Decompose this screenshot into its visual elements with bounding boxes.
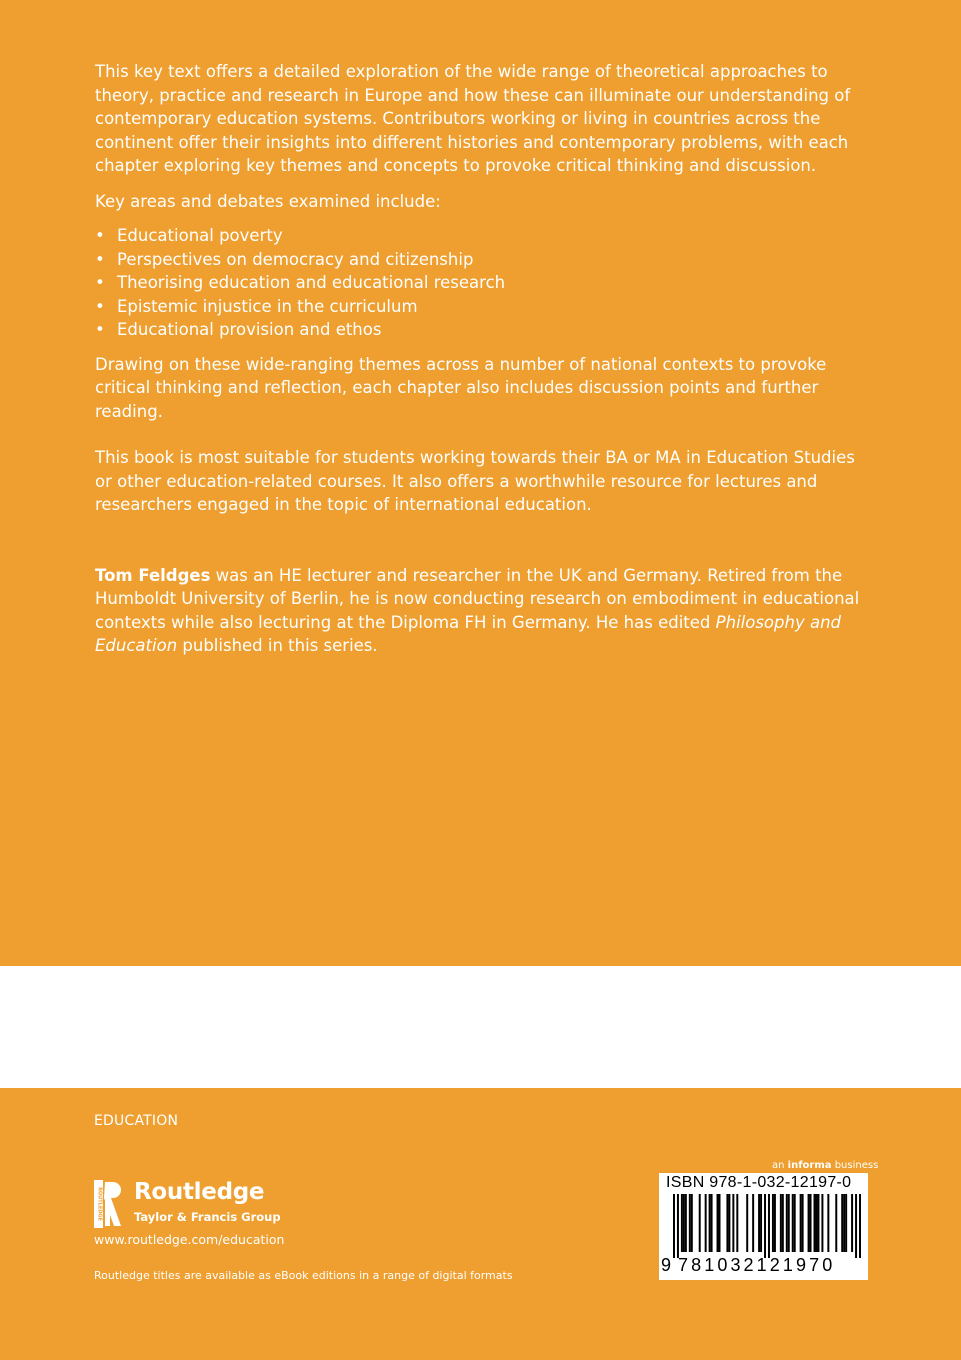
author-name: Tom Feldges (95, 565, 211, 585)
barcode-bar (843, 1194, 845, 1252)
barcode-bar (800, 1194, 802, 1252)
barcode-bar (760, 1194, 762, 1252)
barcode-bar (673, 1194, 675, 1258)
barcode-bar (683, 1194, 685, 1252)
list-item: • Epistemic injustice in the curriculum (95, 295, 875, 319)
barcode-bar (752, 1194, 754, 1252)
intro-paragraph: This key text offers a detailed exploration of the wide range of theoretical approaches to theory, practice and research in Europe and how these can illuminate our understanding of contemporary education systems. Contributors working or living in countries across the continent offer their insights into different histories and contemporary problems, with each chapter exploring key themes and concepts to provoke critical thinking and discussion. (95, 62, 851, 175)
barcode-bar (732, 1194, 734, 1252)
white-band (0, 966, 961, 1088)
barcode-bar (691, 1194, 693, 1252)
subject-category: EDUCATION (94, 1113, 179, 1129)
barcode-bar (810, 1194, 812, 1252)
publisher-logo (94, 1180, 294, 1230)
informa-brand: informa (787, 1160, 832, 1171)
barcode-bar (821, 1194, 823, 1252)
list-item: • Educational provision and ethos (95, 318, 875, 342)
barcode-bar (717, 1194, 719, 1252)
barcode-bar (758, 1194, 760, 1252)
barcode-bar (719, 1194, 721, 1252)
informa-suffix: business (831, 1160, 879, 1171)
barcode-bar (794, 1194, 796, 1252)
barcode-bar (802, 1194, 804, 1252)
audience-paragraph: This book is most suitable for students working towards their BA or MA in Education Studies or other education-related courses. It also offers a worthwhile resource for lectures and researchers engaged in the topic of international education. (95, 448, 855, 514)
barcode-bar (736, 1194, 738, 1252)
barcode-bar (689, 1194, 691, 1252)
publisher-website-link[interactable]: www.routledge.com/education (94, 1232, 285, 1247)
barcode-bar (808, 1194, 810, 1252)
informa-business-line (772, 1160, 878, 1171)
author-bio-text-end: published in this series. (177, 636, 378, 655)
barcode-bar (788, 1194, 790, 1252)
barcode-bar (709, 1194, 711, 1252)
barcode-bar (726, 1194, 728, 1252)
barcode-bar (728, 1194, 730, 1252)
barcode-bar (859, 1194, 861, 1258)
publisher-mark-text: ROUTLEDGE (96, 1187, 103, 1221)
publisher-group: Taylor & Francis Group (134, 1210, 281, 1224)
key-areas-lead: Key areas and debates examined include: (95, 191, 441, 211)
barcode-bar (845, 1194, 847, 1252)
barcode-bar (711, 1194, 713, 1252)
themes-paragraph: Drawing on these wide-ranging themes across a number of national contexts to provoke critical thinking and reflection, each chapter also includes discussion points and further reading. (95, 354, 827, 421)
barcode-bar (817, 1194, 819, 1252)
barcode-bar (772, 1194, 774, 1252)
routledge-logo-icon (94, 1180, 124, 1228)
barcode-bar (685, 1194, 687, 1252)
barcode-bar (746, 1194, 748, 1252)
back-cover-blurb (95, 60, 875, 658)
edited-book-title: Philosophy and Education (95, 612, 842, 655)
barcode-bar (705, 1194, 707, 1252)
barcode-bar (780, 1194, 782, 1252)
barcode-bar (792, 1194, 794, 1252)
barcode-bar (782, 1194, 784, 1252)
author-bio (95, 564, 875, 658)
barcode-bar (764, 1194, 766, 1258)
list-item: • Theorising education and educational research (95, 271, 875, 295)
key-areas-list (95, 224, 875, 342)
barcode-bar (786, 1194, 788, 1252)
barcode-bar (815, 1194, 817, 1252)
barcode-bar (835, 1194, 837, 1252)
informa-prefix: an (772, 1160, 788, 1171)
barcode-bar (827, 1194, 829, 1252)
barcode-first-digit: 9 (661, 1255, 672, 1275)
barcode-bar (677, 1194, 679, 1258)
isbn-label: ISBN 978-1-032-12197-0 (666, 1174, 852, 1191)
list-item: • Educational poverty (95, 224, 875, 248)
barcode-bar (855, 1194, 857, 1258)
barcode-bar (814, 1194, 816, 1252)
author-bio-text: was an HE lecturer and researcher in the UK and Germany. Retired from the Humboldt University of Berlin, he is now conducting research on embodiment in educational contexts while also lecturing at the Diploma FH in Germany. He has edited (95, 565, 860, 632)
ebook-note: Routledge titles are available as eBook editions in a range of digital formats (94, 1269, 513, 1282)
barcode-bar (681, 1194, 683, 1252)
barcode-digits: 781032121970 (678, 1255, 836, 1275)
barcode-bar (774, 1194, 776, 1252)
barcode-bars (673, 1194, 861, 1258)
isbn-barcode (659, 1173, 868, 1280)
publisher-name: Routledge (134, 1179, 265, 1205)
barcode-bar (851, 1194, 853, 1252)
barcode-bar (768, 1194, 770, 1258)
barcode-bar (841, 1194, 843, 1252)
list-item: • Perspectives on democracy and citizenship (95, 248, 875, 272)
barcode-bar (699, 1194, 701, 1252)
